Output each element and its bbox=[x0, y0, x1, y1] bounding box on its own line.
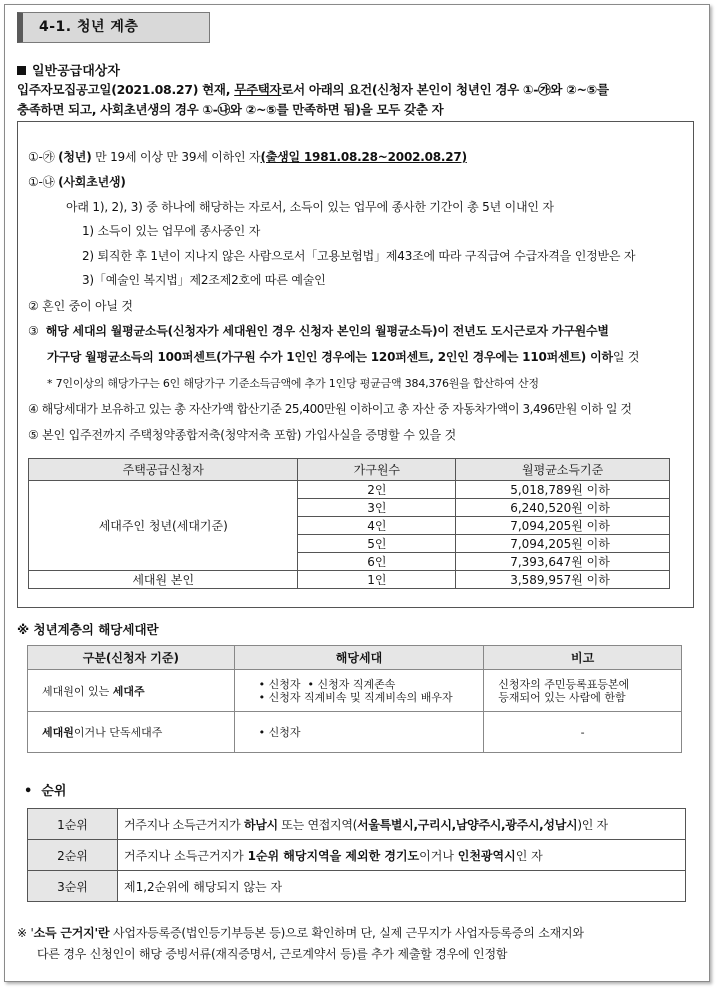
household-note-cell bbox=[484, 670, 682, 712]
household-type-bold: 세대주 bbox=[112, 684, 145, 698]
footnote-line1: 사업자등록증(법인등기부등본 등)으로 확인하며 단, 실제 근무지가 사업자등록증의 소재지와 bbox=[109, 926, 584, 940]
household-header-type: 구분(신청자 기준) bbox=[28, 646, 235, 670]
rank-bold: 인천광역시 bbox=[457, 848, 516, 863]
req-assets: ④ 해당세대가 보유하고 있는 총 자산가액 합산기준 25,400만원 이하이고 총 자산 중 자동차가액이 3,496만원 이하 일 것 bbox=[28, 402, 632, 416]
req-starter-3: 3)「예술인 복지법」제2조제2호에 따른 예술인 bbox=[82, 273, 326, 287]
rank-bold: 서울특별시,구리시,남양주시,광주시,성남시 bbox=[357, 817, 578, 832]
income-value: 3,589,957원 이하 bbox=[456, 571, 670, 589]
req-income-line2-bold: 가구당 월평균소득의 100퍼센트(가구원 수가 1인인 경우에는 120퍼센트, 2인인 경우에는 110퍼센트) 이하 bbox=[47, 350, 613, 364]
rank-label: 2순위 bbox=[28, 840, 118, 871]
table-row bbox=[28, 840, 686, 871]
rank-desc bbox=[118, 871, 686, 902]
rank-text: 인 자 bbox=[515, 848, 543, 863]
rank-label: 1순위 bbox=[28, 809, 118, 840]
household-header-members: 해당세대 bbox=[234, 646, 484, 670]
household-item: • 신청자 직계비속 및 직계비속의 배우자 bbox=[258, 690, 453, 704]
req-income-note: * 7인이상의 해당가구는 6인 해당가구 기준소득금액에 추가 1인당 평균금액 384,376원을 합산하여 산정 bbox=[47, 377, 539, 390]
household-header-note: 비고 bbox=[484, 646, 682, 670]
req-income-line2-tail: 일 것 bbox=[612, 350, 640, 364]
income-header-criteria: 월평균소득기준 bbox=[456, 459, 670, 481]
income-members: 3인 bbox=[298, 499, 456, 517]
rank-desc bbox=[118, 840, 686, 871]
req-youth bbox=[28, 148, 467, 165]
income-members: 5인 bbox=[298, 535, 456, 553]
intro-line2: 충족하면 되고, 사회초년생의 경우 ①-㉯와 ②~⑤를 만족하면 됨)을 모두 갖춘 자 bbox=[17, 102, 444, 117]
rank-text: 이거나 bbox=[419, 848, 458, 863]
footnote-bold: 소득 근거지'란 bbox=[33, 926, 110, 940]
rank-bold: 하남시 bbox=[243, 817, 278, 832]
footnote-line2: 다른 경우 신청인이 해당 증빙서류(재직증명서, 근로계약서 등)를 추가 제출할 경우에 인정함 bbox=[37, 947, 508, 961]
req-savings: ⑤ 본인 입주전까지 주택청약종합저축(청약저축 포함) 가입사실을 증명할 수 있을 것 bbox=[28, 428, 456, 442]
req-starter-2: 2) 퇴직한 후 1년이 지나지 않은 사람으로서「고용보험법」제43조에 따라 구직급여 수급자격을 인정받은 자 bbox=[82, 249, 636, 263]
footnote bbox=[17, 923, 699, 965]
household-members-cell: • 신청자 bbox=[234, 712, 484, 753]
income-single-label: 세대원 본인 bbox=[29, 571, 298, 589]
general-supply-heading bbox=[17, 60, 120, 79]
rank-heading-text: 순위 bbox=[41, 784, 67, 799]
rank-text: 제1,2순위에 해당되지 않는 자 bbox=[124, 879, 283, 894]
section-title: 4-1. 청년 계층 bbox=[17, 12, 210, 43]
rank-text: 또는 연접지역( bbox=[277, 817, 358, 832]
income-value: 5,018,789원 이하 bbox=[456, 481, 670, 499]
household-note-line: 신청자의 주민등록표등본에 bbox=[498, 677, 630, 691]
rank-label: 3순위 bbox=[28, 871, 118, 902]
income-value: 7,094,205원 이하 bbox=[456, 517, 670, 535]
household-note-title: ※ 청년계층의 해당세대란 bbox=[17, 622, 159, 637]
income-value: 6,240,520원 이하 bbox=[456, 499, 670, 517]
rank-desc bbox=[118, 809, 686, 840]
household-item: • 신청자 bbox=[258, 677, 301, 691]
household-type-cell bbox=[28, 712, 235, 753]
square-bullet-icon bbox=[17, 66, 26, 75]
req-starter-desc: 아래 1), 2), 3) 중 하나에 해당하는 자로서, 소득이 있는 업무에 종사한 기간이 총 5년 이내인 자 bbox=[66, 200, 554, 214]
rank-heading: • 순위 bbox=[24, 784, 67, 799]
income-members: 6인 bbox=[298, 553, 456, 571]
household-type-plain: 이거나 단독세대주 bbox=[73, 726, 163, 739]
table-row bbox=[29, 481, 670, 499]
income-table bbox=[28, 458, 670, 589]
household-type-bold: 세대원 bbox=[42, 726, 74, 739]
income-value: 7,393,647원 이하 bbox=[456, 553, 670, 571]
income-group-label: 세대주인 청년(세대기준) bbox=[29, 481, 298, 571]
req-youth-label: (청년) bbox=[58, 150, 92, 164]
table-row bbox=[28, 670, 682, 712]
income-header-applicant: 주택공급신청자 bbox=[29, 459, 298, 481]
req-starter-label: (사회초년생) bbox=[58, 175, 126, 189]
intro-part1: 입주자모집공고일(2021.08.27) 현재, bbox=[17, 82, 235, 97]
household-type-plain: 세대원이 있는 bbox=[42, 684, 113, 698]
household-item: • 신청자 직계존속 bbox=[307, 677, 396, 691]
table-row bbox=[29, 571, 670, 589]
rank-text: )인 자 bbox=[577, 817, 608, 832]
rank-table bbox=[27, 808, 686, 902]
general-heading-text: 일반공급대상자 bbox=[32, 64, 120, 79]
household-note-cell: - bbox=[484, 712, 682, 753]
req-income-mark: ③ bbox=[28, 324, 39, 338]
eligibility-intro bbox=[17, 80, 699, 120]
table-row bbox=[28, 712, 682, 753]
rank-text: 거주지나 소득근거지가 bbox=[124, 817, 244, 832]
req-starter bbox=[28, 173, 126, 190]
intro-no-house: 무주택자 bbox=[234, 82, 282, 97]
income-members: 4인 bbox=[298, 517, 456, 535]
req-youth-birth: (출생일 1981.08.28~2002.08.27) bbox=[260, 150, 467, 164]
household-members-cell bbox=[234, 670, 484, 712]
req-income-line1: 해당 세대의 월평균소득(신청자가 세대원인 경우 신청자 본인의 월평균소득)이 전년도 도시근로자 가구원수별 bbox=[45, 324, 609, 338]
household-table bbox=[27, 645, 682, 753]
table-row bbox=[28, 809, 686, 840]
req-unmarried: ② 혼인 중이 아닐 것 bbox=[28, 299, 133, 313]
req-youth-mark: ①-㉮ bbox=[28, 150, 55, 164]
rank-text: 거주지나 소득근거지가 bbox=[124, 848, 248, 863]
intro-part2: 로서 아래의 요건(신청자 본인이 청년인 경우 ①-㉮와 ②~⑤를 bbox=[281, 82, 609, 97]
req-starter-mark: ①-㉯ bbox=[28, 175, 55, 189]
table-row bbox=[28, 871, 686, 902]
req-income-line2 bbox=[47, 348, 639, 365]
rank-bold: 1순위 해당지역을 제외한 경기도 bbox=[247, 848, 420, 863]
footnote-mark: ※ ' bbox=[17, 926, 34, 940]
household-note-line: 등재되어 있는 사람에 한함 bbox=[498, 690, 626, 704]
household-type-cell bbox=[28, 670, 235, 712]
req-starter-1: 1) 소득이 있는 업무에 종사중인 자 bbox=[82, 224, 261, 238]
income-members: 1인 bbox=[298, 571, 456, 589]
req-income bbox=[28, 322, 609, 339]
req-youth-text: 만 19세 이상 만 39세 이하인 자 bbox=[91, 150, 261, 164]
income-header-members: 가구원수 bbox=[298, 459, 456, 481]
income-value: 7,094,205원 이하 bbox=[456, 535, 670, 553]
income-members: 2인 bbox=[298, 481, 456, 499]
